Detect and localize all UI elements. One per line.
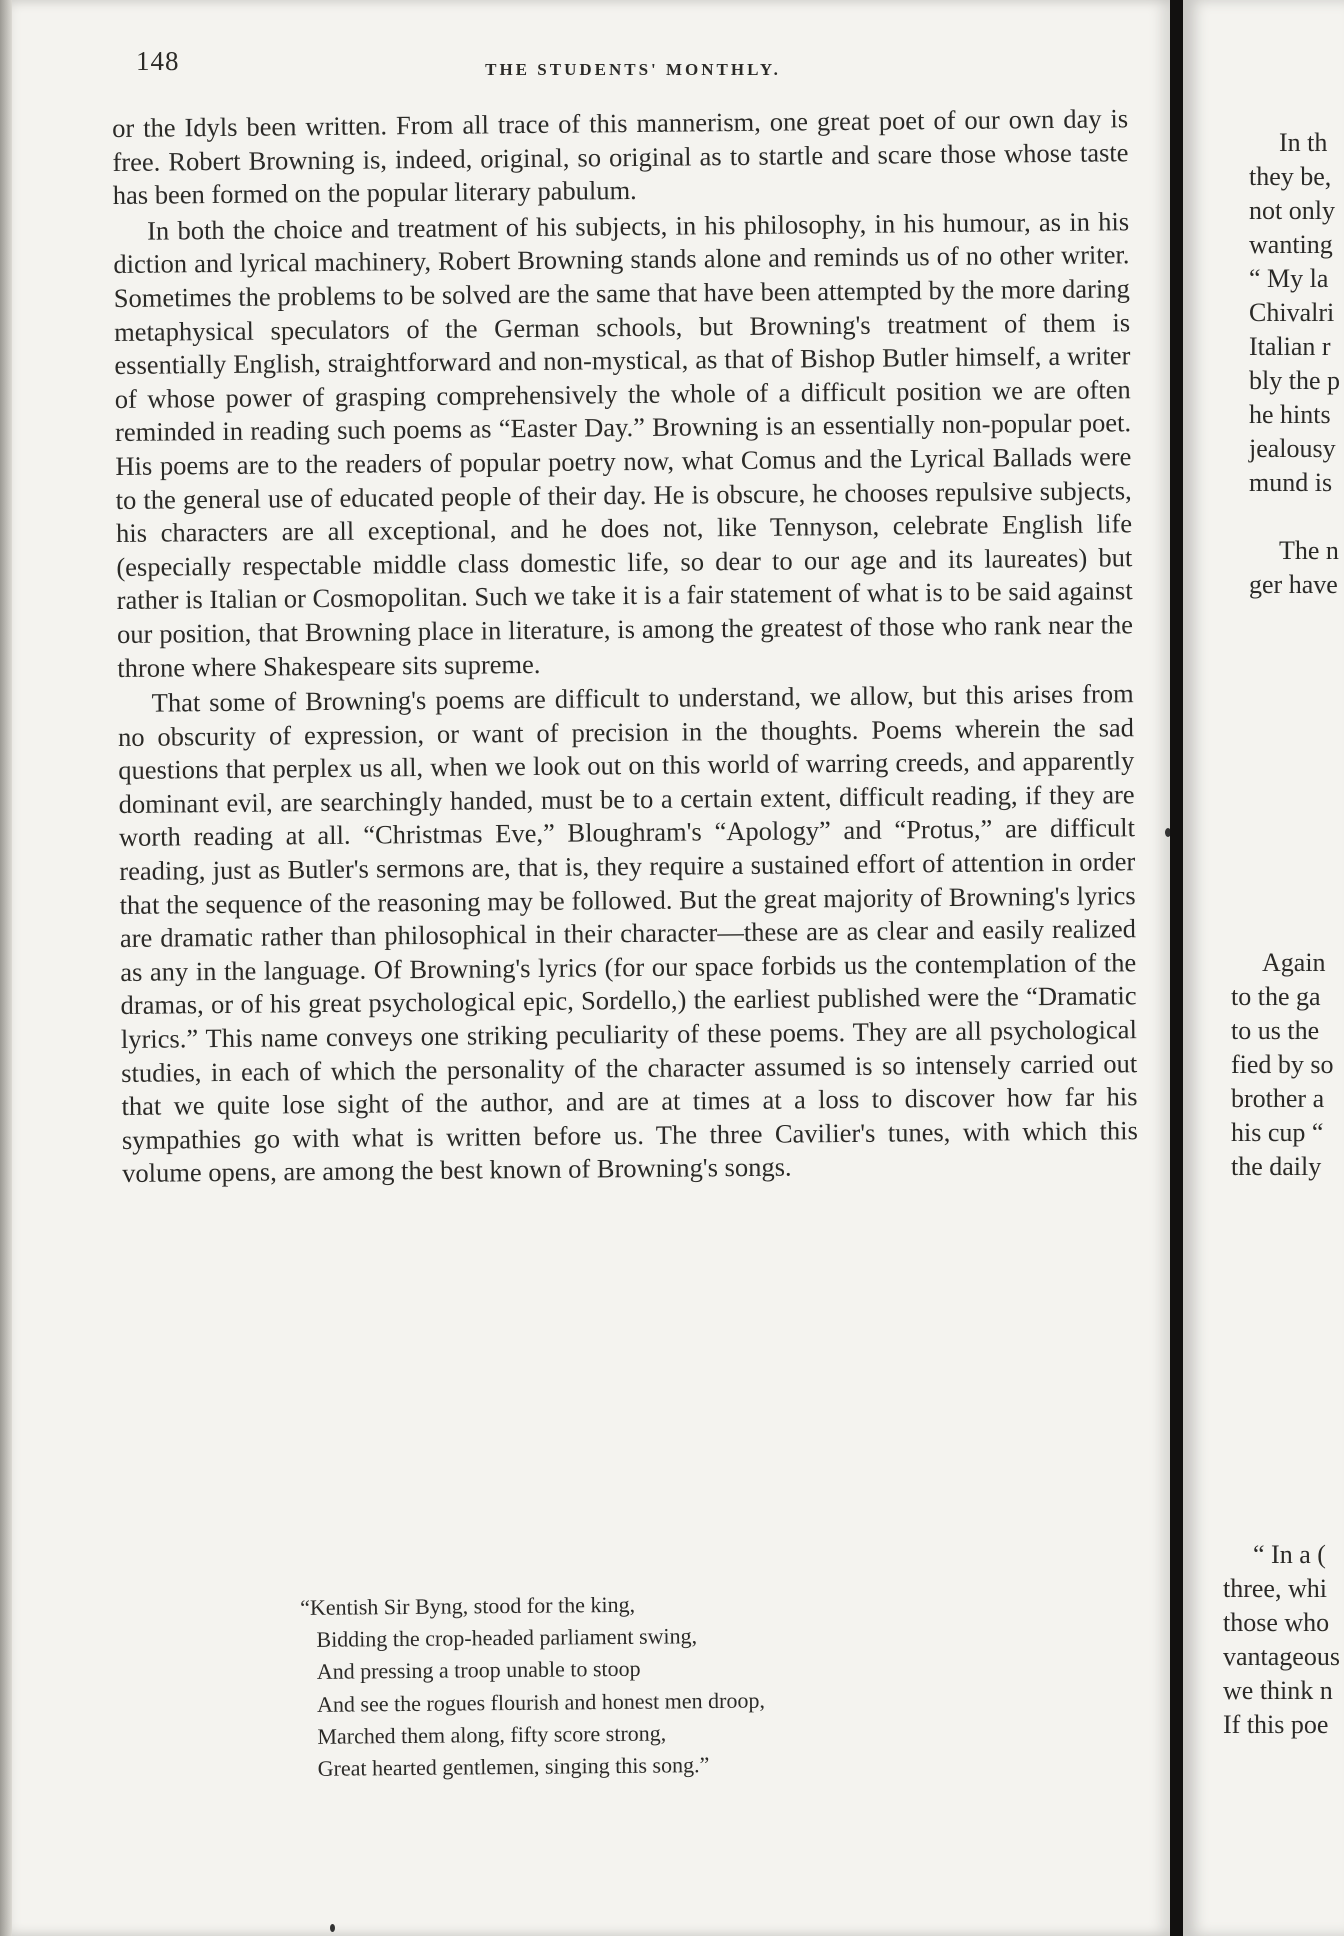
facing-line: “ In a ( xyxy=(1253,1540,1326,1569)
facing-line: the daily xyxy=(1231,1152,1322,1181)
facing-line: we think n xyxy=(1223,1676,1333,1705)
poem-quotation xyxy=(300,1586,942,1785)
facing-line: to us the xyxy=(1231,1016,1320,1045)
poem-line: “Kentish Sir Byng, stood for the king, xyxy=(300,1591,636,1620)
facing-line: fied by so xyxy=(1231,1050,1334,1079)
paragraph-2: In both the choice and treatment of his subjects, in his philosophy, in his humour, as in his diction and lyrical machinery, Robert Browning stands alone and reminds us of no other writer. Sometimes the problems to be solved are the same that have been attempted by the more daring metaphysical speculators of the German schools, but Browning's treatment of them is essentially English, straightforward and non-mystical, as that of Bishop Butler himself, a writer of whose power of grasping comprehensively the whole of a difficult position we are often reminded in reading such poems as “Easter Day.” Browning is an essentially non-popular poet. His poems are to the readers of popular poetry now, what Comus and the Lyrical Ballads were to the general use of educated people of their day. He is obscure, he chooses repulsive subjects, his characters are all exceptional, and he does not, like Tennyson, celebrate English life (especially respectable middle class domestic life, so dear to our age and its laureates) but rather is Italian or Cosmopolitan. Such we take it is a fair statement of what is to be said against our position, that Browning place in literature, is among the greatest of those who rank near the throne where Shakespeare sits supreme. xyxy=(113,206,1134,683)
facing-line: Again xyxy=(1262,948,1326,977)
page-number: 148 xyxy=(136,46,180,76)
poem-line: And see the rogues flourish and honest men droop, xyxy=(316,1687,766,1717)
facing-line: three, whi xyxy=(1223,1574,1327,1603)
page-edge-shadow xyxy=(0,0,12,1936)
facing-line: he hints xyxy=(1249,400,1331,429)
facing-line: The n xyxy=(1279,536,1339,565)
running-title: THE STUDENTS' MONTHLY. xyxy=(485,60,781,79)
facing-line: Chivalri xyxy=(1249,298,1335,327)
facing-line: In th xyxy=(1279,128,1328,157)
poem-line: Marched them along, fifty score strong, xyxy=(317,1720,667,1749)
paragraph-1: or the Idyls been written. From all trace of this mannerism, one great poet of our own day is free. Robert Browning is, indeed, original, so original as to startle and scare those whose taste has been formed on the popular literary pabulum. xyxy=(112,103,1129,211)
poem-line: Bidding the crop-headed parliament swing, xyxy=(316,1623,698,1653)
facing-line: not only xyxy=(1249,196,1335,225)
poem-line: And pressing a troop unable to stoop xyxy=(316,1656,641,1685)
facing-line: brother a xyxy=(1231,1084,1325,1113)
facing-line: “ My la xyxy=(1249,264,1329,293)
poem-line: Great hearted gentlemen, singing this song.” xyxy=(317,1752,710,1781)
facing-page xyxy=(1183,0,1344,1936)
page-header xyxy=(128,46,1138,86)
facing-line: to the ga xyxy=(1231,982,1321,1011)
facing-line: wanting xyxy=(1249,230,1333,259)
facing-line: Italian r xyxy=(1249,332,1331,361)
facing-line: his cup “ xyxy=(1231,1118,1324,1147)
facing-line: jealousy xyxy=(1249,434,1336,463)
book-gutter xyxy=(1170,0,1183,1936)
facing-line: vantageous xyxy=(1223,1642,1340,1671)
facing-line: bly the p xyxy=(1249,366,1340,395)
facing-line: If this poe xyxy=(1223,1710,1329,1739)
facing-line: those who xyxy=(1223,1608,1330,1637)
facing-line: ger have xyxy=(1249,570,1338,599)
paragraph-3: That some of Browning's poems are difficult to understand, we allow, but this arises from no obscurity of expression, or want of precision in the thoughts. Poems wherein the sad questions that perplex us all, when we look out on this world of warring creeds, and apparently dominant evil, are searchingly handed, must be to a certain extent, difficult reading, if they are worth reading at all. “Christmas Eve,” Bloughram's “Apology” and “Protus,” are difficult reading, just as Butler's sermons are, that is, they require a sustained effort of attention in order that the sequence of the reasoning may be followed. But the great majority of Browning's lyrics are dramatic rather than philosophical in their character—these are as clear and easily realized as any in the language. Of Browning's lyrics (for our space forbids us the contemplation of the dramas, or of his great psychological epic, Sordello,) the earliest published were the “Dramatic lyrics.” This name conveys one striking peculiarity of these poems. They are all psychological studies, in each of which the personality of the character assumed is so intensely carried out that we quite lose sight of the author, and are at times at a loss to discover how far his sympathies go with what is written before us. The three Cavilier's tunes, with which this volume opens, are among the best known of Browning's songs. xyxy=(117,678,1138,1189)
print-speck xyxy=(330,1924,335,1932)
article-body xyxy=(112,102,1138,1191)
facing-line: they be, xyxy=(1249,162,1332,191)
facing-line: mund is xyxy=(1249,468,1333,497)
